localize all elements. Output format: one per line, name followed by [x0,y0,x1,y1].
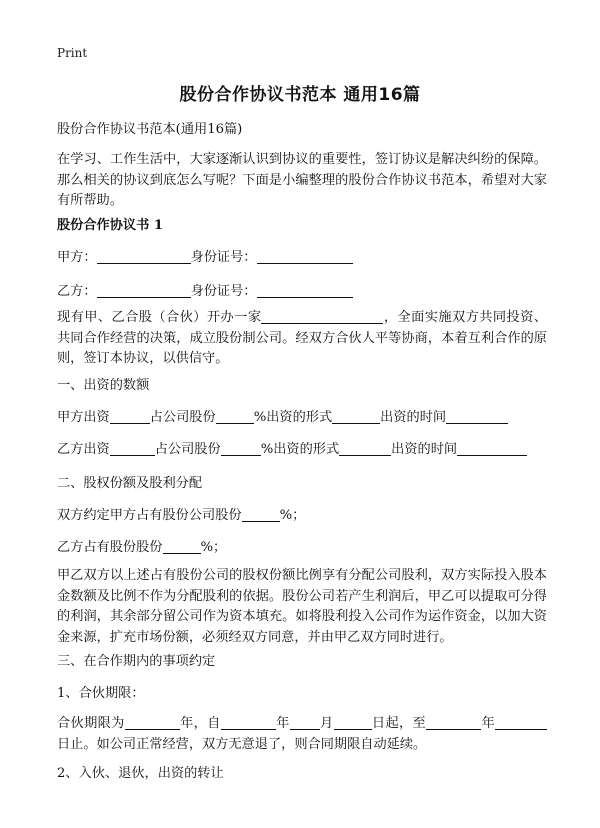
term-p6: 年 [481,716,495,731]
shares-a-text: 双方约定甲方占有股份公司股份 [57,508,242,523]
section-heading-terms: 三、在合作期内的事项约定 [57,654,216,669]
shares-b-line [57,538,226,558]
print-link[interactable]: Print [57,46,88,60]
term-p4: 月 [319,716,334,731]
dividend-paragraph: 甲乙双方以上述占有股份公司的股权份额比例享有分配公司股利，双方实际投入股本金数额及比例不作为分配股利的依据。股份公司若产生利润后，甲乙可以提取可分得的利润，其余部分留公司作为资本填充。如将股利投入公司作为运作资金，以加大资金来源，扩充市场份额，必须经双方同意，并由甲乙双方同时进行。 [57,568,547,645]
subtitle: 股份合作协议书范本(通用16篇) [57,122,243,137]
capital-b-label: 乙方出资 [57,442,110,457]
capital-a-share-label: 占公司股份 [149,410,216,425]
capital-b-form-label: %出资的形式 [260,442,340,457]
preamble-after: ，全面实施双方共同投资、共同合作经营的决策，成立股份制公司。经双方合伙人平等协商，本着互利合作的原则，签订本协议，以供信守。 [57,310,548,366]
capital-a-line [57,408,508,428]
capital-b-time-blank[interactable] [457,441,527,456]
capital-b-time-label: 出资的时间 [391,442,458,457]
term-end-blank[interactable] [495,715,547,730]
capital-a-form-blank[interactable] [332,409,380,424]
capital-a-form-label: %出资的形式 [253,410,333,425]
term-p1: 合伙期限为 [57,716,125,731]
capital-a-time-blank[interactable] [446,409,508,424]
capital-a-share-blank[interactable] [216,409,254,424]
preamble-paragraph [57,308,547,370]
shares-b-blank[interactable] [163,539,201,554]
company-name-blank[interactable] [261,309,383,324]
intro-paragraph: 在学习、工作生活中，大家逐渐认识到协议的重要性，签订协议是解决纠纷的保障。那么相关的协议到底怎么写呢？下面是小编整理的股份合作协议书范本，希望对大家有所帮助。 [57,152,547,208]
preamble-before: 现有甲、乙合股（合伙）开办一家 [57,310,262,325]
term-years-blank[interactable] [125,715,180,730]
party-a-id-label: 身份证号： [190,250,257,265]
party-b-id-blank[interactable] [257,283,353,298]
capital-a-time-label: 出资的时间 [380,410,447,425]
capital-b-share-label: 占公司股份 [154,442,221,457]
term-p2: 年，自 [179,716,221,731]
party-b-label: 乙方： [57,284,97,299]
page-title: 股份合作协议书范本 通用16篇 [179,85,421,105]
capital-b-line [57,440,527,460]
party-a-label: 甲方： [57,250,97,265]
section-heading-shares: 二、股权份额及股利分配 [57,476,203,491]
shares-a-suffix: %； [279,508,306,523]
shares-a-blank[interactable] [242,507,280,522]
term-p5: 日起，至 [371,716,427,731]
term-start-month-blank[interactable] [290,715,320,730]
capital-b-share-blank[interactable] [221,441,261,456]
party-b-id-label: 身份证号： [190,284,257,299]
shares-a-line [57,506,305,526]
term-end-year-blank[interactable] [426,715,481,730]
party-a-line [57,248,353,268]
term-start-year-blank[interactable] [221,715,276,730]
party-b-name-blank[interactable] [97,283,191,298]
capital-b-amount-blank[interactable] [110,441,155,456]
term-start-day-blank[interactable] [334,715,372,730]
party-b-line [57,282,353,302]
term-p7: 日止。如公司正常经营，双方无意退了，则合同期限自动延续。 [57,736,427,752]
term-paragraph [57,714,547,755]
capital-a-label: 甲方出资 [57,410,110,425]
section-heading: 股份合作协议书 1 [57,218,164,233]
party-a-name-blank[interactable] [97,249,191,264]
term-p3: 年 [275,716,290,731]
shares-b-suffix: %； [200,540,227,555]
section-heading-capital: 一、出资的数额 [57,378,150,393]
term-subheading-2: 2、入伙、退伙，出资的转让 [57,766,224,781]
term-subheading: 1、合伙期限： [57,686,145,701]
shares-b-text: 乙方占有股份股份 [57,540,163,555]
capital-b-form-blank[interactable] [339,441,391,456]
party-a-id-blank[interactable] [257,249,353,264]
capital-a-amount-blank[interactable] [110,409,150,424]
